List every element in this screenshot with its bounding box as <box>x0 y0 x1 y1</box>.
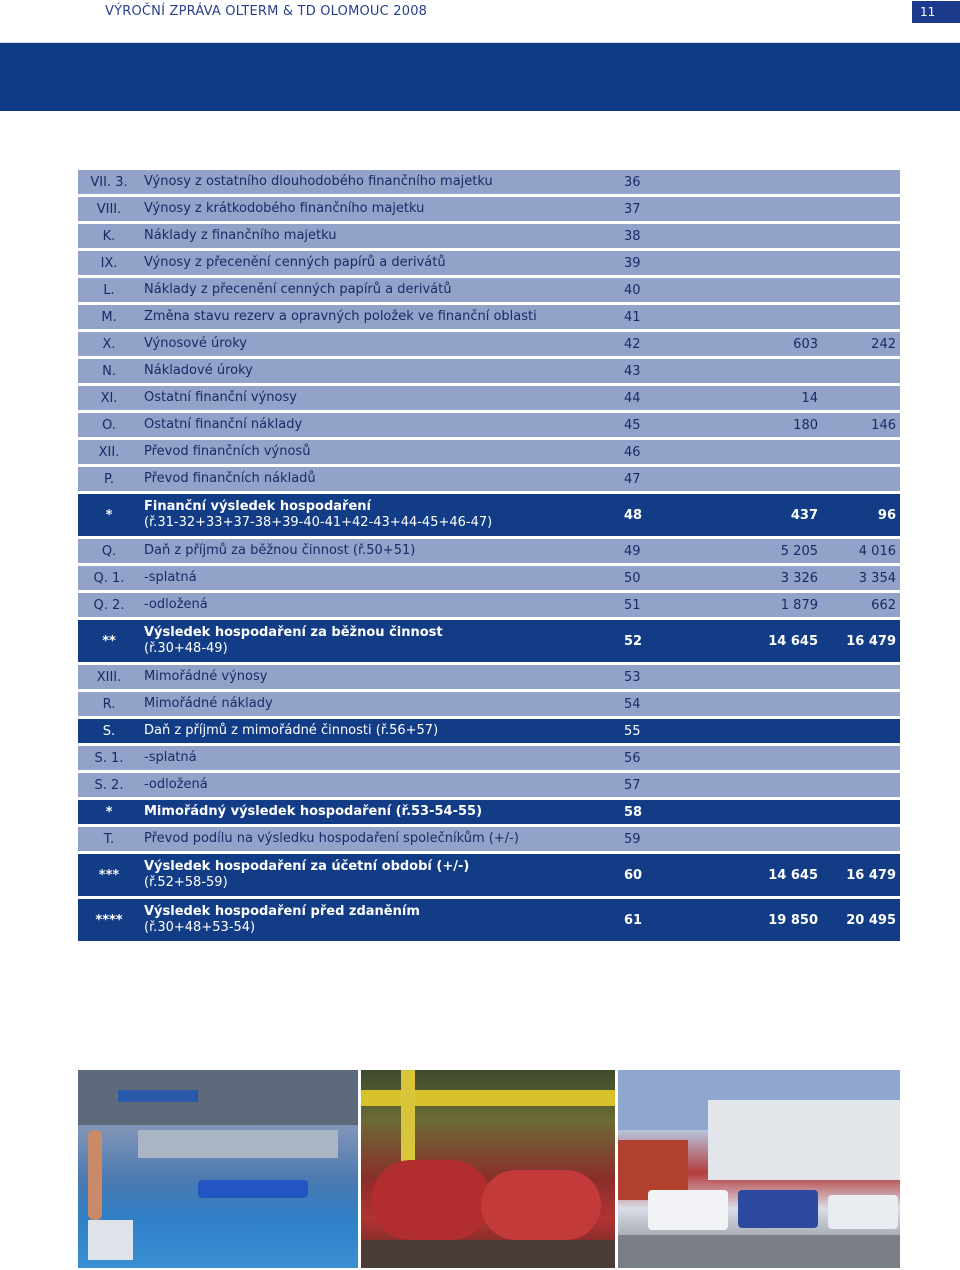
row-code: X. <box>102 336 116 352</box>
table-row <box>78 305 900 329</box>
row-code: S. 1. <box>94 750 124 766</box>
row-label <box>144 665 624 689</box>
swimming-pool-photo <box>78 1070 358 1268</box>
header-bar <box>0 0 960 43</box>
row-number: 39 <box>624 255 641 271</box>
row-number: 44 <box>624 390 641 406</box>
previous-period-value: 3 354 <box>858 570 896 586</box>
row-label <box>144 359 624 383</box>
row-number: 41 <box>624 309 641 325</box>
table-row <box>78 620 900 662</box>
table-row <box>78 566 900 590</box>
previous-period-value: 662 <box>871 597 896 613</box>
row-label <box>144 386 624 410</box>
previous-period-value <box>798 251 896 275</box>
row-number: 57 <box>624 777 641 793</box>
table-row <box>78 386 900 410</box>
table-row <box>78 746 900 770</box>
row-code: S. 2. <box>94 777 124 793</box>
row-number: 59 <box>624 831 641 847</box>
table-row <box>78 899 900 941</box>
row-code: XII. <box>98 444 120 460</box>
previous-period-value: 96 <box>877 507 896 523</box>
table-row <box>78 827 900 851</box>
table-row <box>78 854 900 896</box>
previous-period-value <box>798 665 896 689</box>
income-statement-table <box>78 170 900 944</box>
row-label-text: Výsledek hospodaření před zdaněním <box>144 904 420 919</box>
row-label-text: -splatná <box>144 570 197 585</box>
row-label <box>144 278 624 302</box>
previous-period-value <box>798 719 896 743</box>
photo-strip <box>78 1070 900 1268</box>
row-label <box>144 692 624 716</box>
row-label-text: Náklady z přecenění cenných papírů a derivátů <box>144 282 452 297</box>
row-code: K. <box>102 228 116 244</box>
table-row <box>78 539 900 563</box>
row-label <box>144 620 624 662</box>
table-row <box>78 332 900 356</box>
previous-period-value <box>798 773 896 797</box>
current-period-value: 14 645 <box>768 633 818 649</box>
table-row <box>78 665 900 689</box>
previous-period-value <box>798 692 896 716</box>
previous-period-value <box>798 278 896 302</box>
table-row <box>78 494 900 536</box>
row-label-text: Výnosy z ostatního dlouhodobého finančního majetku <box>144 174 493 189</box>
row-code: N. <box>102 363 116 379</box>
previous-period-value: 16 479 <box>846 867 896 883</box>
row-label <box>144 827 624 851</box>
current-period-value: 180 <box>793 417 818 433</box>
row-label-text: Finanční výsledek hospodaření <box>144 499 371 514</box>
row-formula: (ř.30+48+53-54) <box>144 920 256 935</box>
row-label <box>144 854 624 896</box>
row-label-text: Výsledek hospodaření za běžnou činnost <box>144 625 443 640</box>
row-code: IX. <box>100 255 118 271</box>
table-row <box>78 413 900 437</box>
current-period-value: 14 645 <box>768 867 818 883</box>
building-with-vans-photo <box>618 1070 900 1268</box>
row-label <box>144 332 624 356</box>
current-period-value: 437 <box>790 507 818 523</box>
row-code: O. <box>102 417 116 433</box>
table-row <box>78 251 900 275</box>
row-number: 42 <box>624 336 641 352</box>
table-row <box>78 197 900 221</box>
row-label-text: Náklady z finančního majetku <box>144 228 337 243</box>
table-row <box>78 359 900 383</box>
row-number: 38 <box>624 228 641 244</box>
row-number: 54 <box>624 696 641 712</box>
row-number: 36 <box>624 174 641 190</box>
row-label-text: -odložená <box>144 777 208 792</box>
row-label-text: Ostatní finanční výnosy <box>144 390 297 405</box>
row-label-text: Ostatní finanční náklady <box>144 417 303 432</box>
row-formula: (ř.30+48-49) <box>144 641 228 656</box>
row-code: Q. 2. <box>93 597 125 613</box>
row-label-text: -splatná <box>144 750 197 765</box>
row-number: 50 <box>624 570 641 586</box>
row-label-text: Výsledek hospodaření za účetní období (+/-) <box>144 859 470 874</box>
row-label-text: Mimořádný výsledek hospodaření (ř.53-54-55) <box>144 804 483 819</box>
row-code: VII. 3. <box>90 174 128 190</box>
row-formula: (ř.52+58-59) <box>144 875 228 890</box>
row-label-text: Daň z příjmů za běžnou činnost (ř.50+51) <box>144 543 416 558</box>
row-label <box>144 467 624 491</box>
row-label <box>144 719 624 743</box>
current-period-value: 19 850 <box>768 912 818 928</box>
row-number: 49 <box>624 543 641 559</box>
row-label <box>144 224 624 248</box>
row-code: *** <box>98 867 120 883</box>
row-label <box>144 539 624 563</box>
table-row <box>78 692 900 716</box>
table-row <box>78 593 900 617</box>
row-label <box>144 305 624 329</box>
row-code: XIII. <box>96 669 122 685</box>
table-row <box>78 773 900 797</box>
previous-period-value <box>798 800 896 824</box>
row-label <box>144 746 624 770</box>
row-code: * <box>105 804 113 820</box>
table-row <box>78 800 900 824</box>
previous-period-value: 4 016 <box>858 543 896 559</box>
table-row <box>78 278 900 302</box>
row-label <box>144 566 624 590</box>
row-number: 60 <box>624 867 643 883</box>
row-label <box>144 413 624 437</box>
previous-period-value: 20 495 <box>846 912 896 928</box>
table-row <box>78 224 900 248</box>
previous-period-value <box>798 386 896 410</box>
row-label-text: Výnosy z přecenění cenných papírů a derivátů <box>144 255 446 270</box>
row-code: **** <box>95 912 123 928</box>
row-code: ** <box>102 633 116 649</box>
row-label <box>144 251 624 275</box>
previous-period-value <box>798 359 896 383</box>
blue-band <box>0 43 960 111</box>
row-number: 53 <box>624 669 641 685</box>
row-label-text: Mimořádné náklady <box>144 696 273 711</box>
row-number: 45 <box>624 417 641 433</box>
row-number: 51 <box>624 597 641 613</box>
table-row <box>78 440 900 464</box>
table-row <box>78 467 900 491</box>
previous-period-value <box>798 170 896 194</box>
row-label-text: Výnosy z krátkodobého finančního majetku <box>144 201 425 216</box>
row-number: 55 <box>624 723 641 739</box>
previous-period-value <box>798 440 896 464</box>
previous-period-value: 16 479 <box>846 633 896 649</box>
current-period-value: 14 <box>801 390 818 406</box>
row-code: XI. <box>100 390 118 406</box>
current-period-value: 5 205 <box>780 543 818 559</box>
previous-period-value: 146 <box>871 417 896 433</box>
row-code: P. <box>104 471 114 487</box>
current-period-value: 603 <box>793 336 818 352</box>
previous-period-value <box>798 224 896 248</box>
row-label-text: Změna stavu rezerv a opravných položek ve finanční oblasti <box>144 309 537 324</box>
row-label <box>144 197 624 221</box>
row-code: L. <box>103 282 115 298</box>
row-label-text: -odložená <box>144 597 208 612</box>
row-label <box>144 494 624 536</box>
table-row <box>78 170 900 194</box>
current-period-value: 3 326 <box>780 570 818 586</box>
previous-period-value: 242 <box>871 336 896 352</box>
row-number: 37 <box>624 201 641 217</box>
row-label <box>144 170 624 194</box>
row-number: 52 <box>624 633 643 649</box>
row-label-text: Výnosové úroky <box>144 336 247 351</box>
row-label <box>144 773 624 797</box>
previous-period-value <box>798 197 896 221</box>
row-number: 46 <box>624 444 641 460</box>
row-label-text: Převod finančních výnosů <box>144 444 311 459</box>
page-number: 11 <box>912 1 960 23</box>
table-row <box>78 719 900 743</box>
row-label <box>144 800 624 824</box>
row-number: 61 <box>624 912 643 928</box>
row-code: * <box>105 507 113 523</box>
row-formula: (ř.31-32+33+37-38+39-40-41+42-43+44-45+46-47) <box>144 515 493 530</box>
previous-period-value <box>798 827 896 851</box>
previous-period-value <box>798 467 896 491</box>
report-title: VÝROČNÍ ZPRÁVA OLTERM & TD OLOMOUC 2008 <box>105 4 428 19</box>
previous-period-value <box>798 746 896 770</box>
row-label <box>144 899 624 941</box>
row-number: 47 <box>624 471 641 487</box>
row-label-text: Převod podílu na výsledku hospodaření společníkům (+/-) <box>144 831 519 846</box>
row-number: 40 <box>624 282 641 298</box>
row-label-text: Mimořádné výnosy <box>144 669 268 684</box>
row-label-text: Daň z příjmů z mimořádné činnosti (ř.56+57) <box>144 723 439 738</box>
row-code: T. <box>103 831 115 847</box>
row-number: 56 <box>624 750 641 766</box>
row-number: 58 <box>624 804 643 820</box>
row-number: 48 <box>624 507 643 523</box>
current-period-value: 1 879 <box>780 597 818 613</box>
row-number: 43 <box>624 363 641 379</box>
row-label <box>144 593 624 617</box>
row-code: Q. 1. <box>93 570 125 586</box>
row-label <box>144 440 624 464</box>
row-label-text: Nákladové úroky <box>144 363 253 378</box>
previous-period-value <box>798 305 896 329</box>
row-label-text: Převod finančních nákladů <box>144 471 316 486</box>
row-code: VIII. <box>96 201 122 217</box>
row-code: R. <box>102 696 116 712</box>
boiler-room-photo <box>361 1070 615 1268</box>
row-code: M. <box>101 309 117 325</box>
row-code: S. <box>102 723 116 739</box>
row-code: Q. <box>101 543 117 559</box>
